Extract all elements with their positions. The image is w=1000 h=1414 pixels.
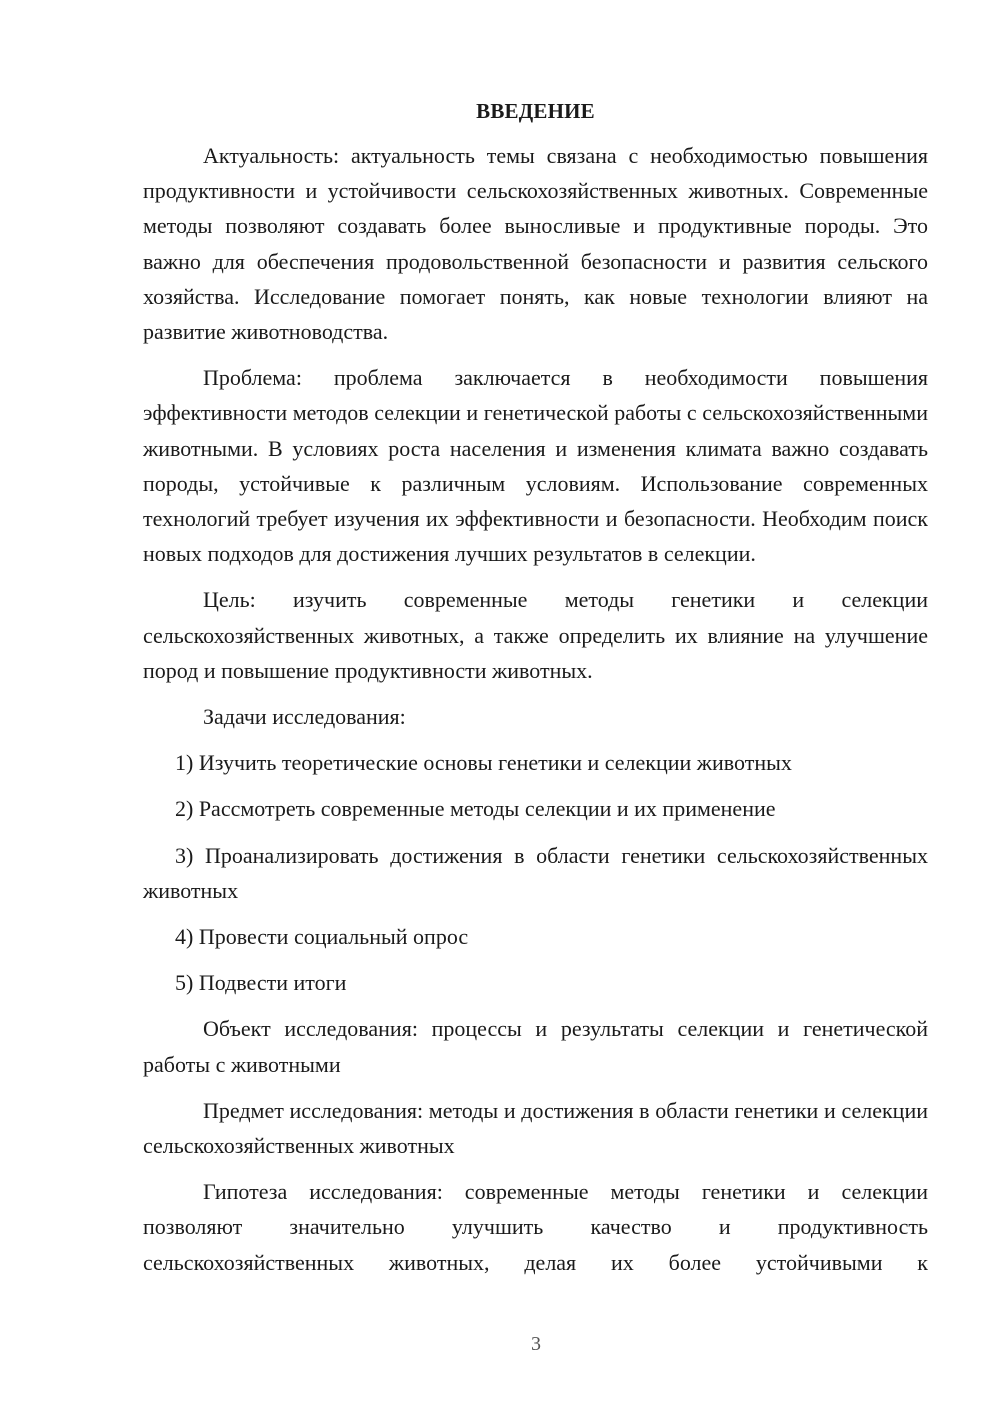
paragraph-object: Объект исследования: процессы и результаты селекции и генетической работы с животными: [143, 1016, 928, 1077]
paragraph-relevance: Актуальность: актуальность темы связана с необходимостью повышения продуктивности и устойчивости сельскохозяйственных животных. Современные методы позволяют создавать более выносливые и продуктивные породы. Это важно для обеспечения продовольственной безопасности и развития сельского хозяйства. Исследование помогает понять, как новые технологии влияют на развитие животноводства.: [143, 143, 928, 345]
tasks-heading: Задачи исследования:: [203, 704, 406, 730]
task-item-1: 1) Изучить теоретические основы генетики и селекции животных: [175, 750, 792, 776]
task-item-2: 2) Рассмотреть современные методы селекции и их применение: [175, 796, 776, 822]
paragraph-subject: Предмет исследования: методы и достижения в области генетики и селекции сельскохозяйственных животных: [143, 1097, 928, 1159]
task-item-3: 3) Проанализировать достижения в области генетики сельскохозяйственных животных: [143, 842, 928, 903]
page-number: 3: [531, 1333, 541, 1355]
task-item-5: 5) Подвести итоги: [175, 970, 347, 996]
task-item-4: 4) Провести социальный опрос: [175, 924, 469, 950]
paragraph-problem: Проблема: проблема заключается в необходимости повышения эффективности методов селекции и генетической работы с сельскохозяйственными животными. В условиях роста населения и изменения климата важно создавать породы, устойчивые к различным условиям. Использование современных технологий требует изучения их эффективности и безопасности. Необходим поиск новых подходов для достижения лучших результатов в селекции.: [143, 365, 928, 567]
paragraph-hypothesis: Гипотеза исследования: современные методы генетики и селекции позволяют значительно улучшить качество и продуктивность сельскохозяйственных животных, делая их более устойчивыми к: [143, 1179, 928, 1275]
paragraph-goal: Цель: изучить современные методы генетики и селекции сельскохозяйственных животных, а также определить их влияние на улучшение пород и повышение продуктивности животных.: [143, 587, 928, 683]
document-title: ВВЕДЕНИЕ: [476, 99, 595, 123]
document-page: [143, 96, 928, 1280]
